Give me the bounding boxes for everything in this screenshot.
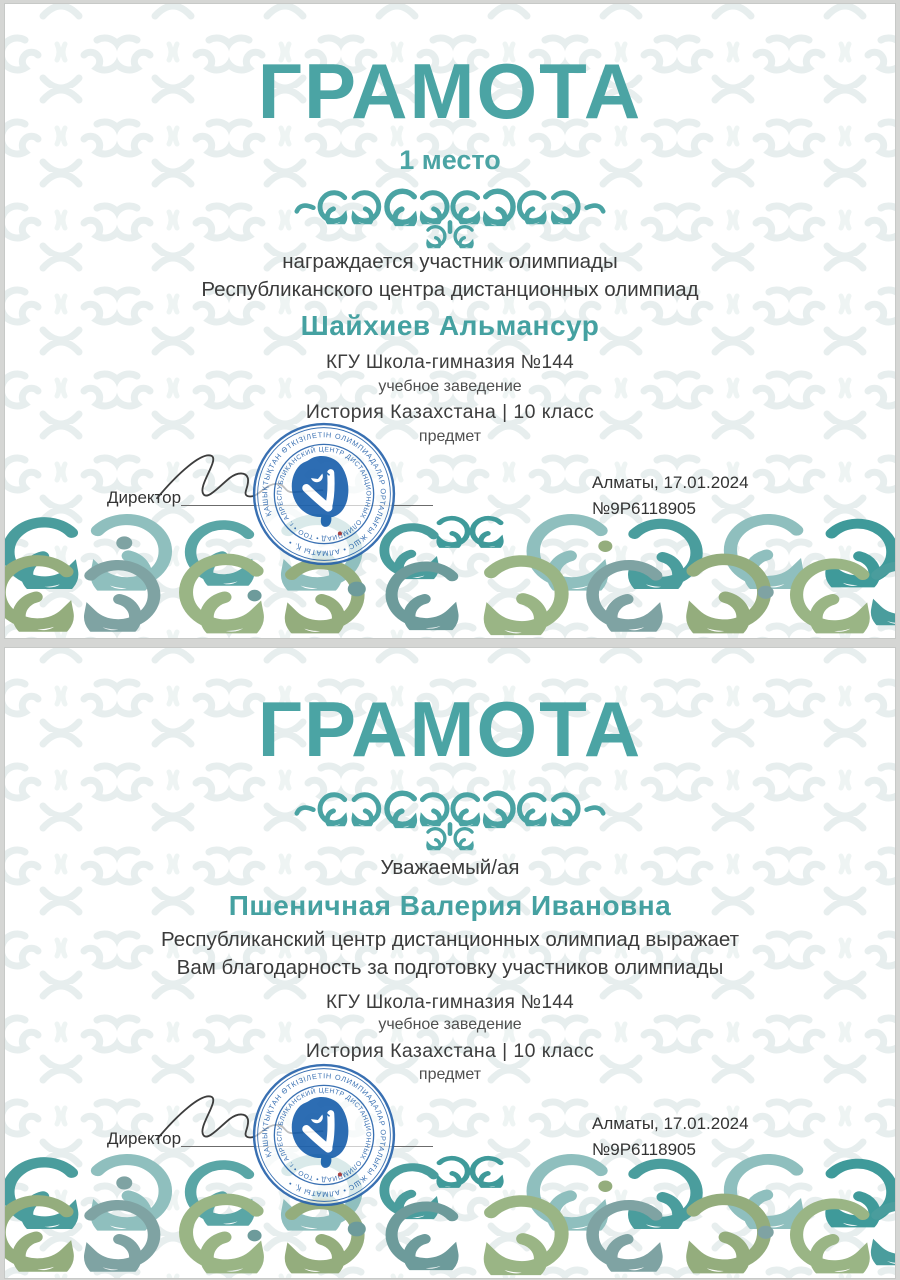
city-date: Алматы, 17.01.2024 (592, 1114, 749, 1133)
certificate-number: №9Р6118905 (592, 1140, 696, 1159)
recipient-name: Пшеничная Валерия Ивановна (228, 890, 672, 921)
ornament-divider-icon (285, 180, 615, 252)
body-line-1: Республиканский центр дистанционных олимпиад выражает (160, 928, 740, 951)
place-label: 1 место (399, 145, 501, 175)
intro-line-1: награждается участник олимпиады (282, 250, 618, 273)
director-label: Директор (107, 488, 182, 507)
official-stamp (248, 1059, 400, 1211)
subject-name: История Казахстана | 10 класс (305, 1040, 595, 1062)
ornament-band (4, 1150, 896, 1279)
official-stamp (248, 418, 400, 570)
body-line-2: Вам благодарность за подготовку участников олимпиады (176, 956, 724, 979)
director-label: Директор (107, 1129, 182, 1148)
subject-caption: предмет (418, 1066, 482, 1083)
intro-line-2: Республиканского центра дистанционных олимпиад (201, 278, 699, 301)
ornament-band (4, 510, 896, 639)
certificate-award (4, 3, 896, 639)
subject-caption: предмет (418, 428, 482, 445)
recipient-name: Шайхиев Альмансур (300, 310, 600, 341)
school-name: КГУ Школа-гимназия №144 (325, 352, 575, 373)
ornament-divider-icon (285, 782, 615, 854)
school-caption: учебное заведение (378, 378, 522, 395)
issue-info (592, 1111, 749, 1163)
subject-name: История Казахстана | 10 класс (305, 401, 595, 423)
certificate-title: ГРАМОТА (257, 47, 643, 135)
school-name: КГУ Школа-гимназия №144 (325, 992, 575, 1013)
certificate-number: №9Р6118905 (592, 499, 696, 518)
city-date: Алматы, 17.01.2024 (592, 473, 749, 492)
certificate-title: ГРАМОТА (257, 685, 643, 773)
certificate-gratitude (4, 647, 896, 1279)
greeting: Уважаемый/ая (380, 856, 520, 879)
school-caption: учебное заведение (378, 1016, 522, 1033)
issue-info (592, 470, 749, 522)
